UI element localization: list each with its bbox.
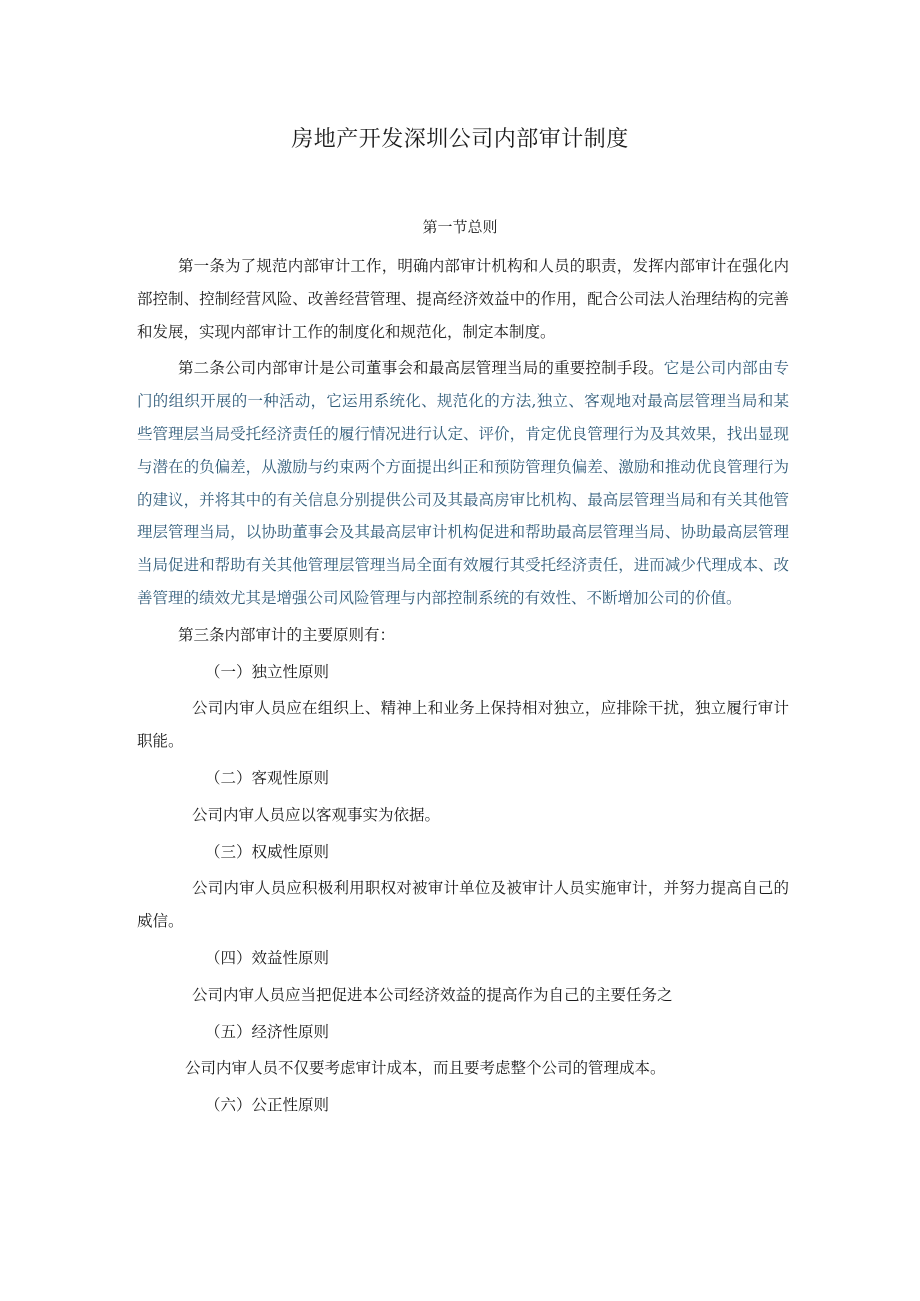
document-body xyxy=(137,250,789,1122)
principle-body: 公司内审人员不仅要考虑审计成本，而且要考虑整个公司的管理成本。 xyxy=(185,1059,666,1078)
article-2-highlighted-text: 它是公司内部由专门的组织开展的一种活动，它运用系统化、规范化的方法,独立、客观地对最高层管理当局和某些管理层当局受托经济责任的履行情况进行认定、评价，肯定优良管理行为及其效果，找出显现与潜在的负偏差，从激励与约束两个方面提出纠正和预防管理负偏差、激励和推动优良管理行为的建议，并将其中的有关信息分别提供公司及其最高房审比机构、最高层管理当局和有关其他管理层管理当局，以协助董事会及其最高层审计机构促进和帮助最高层管理当局、协助最高层管理当局促进和帮助有关其他管理层管理当局全面有效履行其受托经济责任，进而减少代理成本、改善管理的绩效尤其是增强公司风险管理与内部控制系统的有效性、不断增加公司的价值。 xyxy=(137,359,789,607)
principle-body: 公司内审人员应在组织上、精神上和业务上保持相对独立，应排除干扰，独立履行审计职能。 xyxy=(137,699,789,751)
article-2-lead: 第二条公司内部审计是公司董事会和最高层管理当局的重要控制手段。 xyxy=(178,359,664,378)
principle-heading: （三）权威性原则 xyxy=(205,842,330,861)
article-2 xyxy=(137,352,789,614)
principle-body: 公司内审人员应以客观事实为依据。 xyxy=(192,805,441,824)
principle-heading: （一）独立性原则 xyxy=(205,662,330,681)
principle-body: 公司内审人员应积极利用职权对被审计单位及被审计人员实施审计，并努力提高自己的威信。 xyxy=(137,879,789,931)
document-title: 房地产开发深圳公司内部审计制度 xyxy=(291,127,629,152)
principle-body: 公司内审人员应当把促进本公司经济效益的提高作为自己的主要任务之 xyxy=(192,985,673,1004)
principle-heading: （二）客观性原则 xyxy=(205,768,330,787)
section-heading: 第一节总则 xyxy=(422,218,498,236)
principle-heading: （六）公正性原则 xyxy=(205,1096,330,1115)
article-3: 第三条内部审计的主要原则有： xyxy=(178,625,396,644)
principle-heading: （四）效益性原则 xyxy=(205,948,330,967)
principle-heading: （五）经济性原则 xyxy=(205,1022,330,1041)
article-1: 第一条为了规范内部审计工作，明确内部审计机构和人员的职责，发挥内部审计在强化内部控制、控制经营风险、改善经营管理、提高经济效益中的作用，配合公司法人治理结构的完善和发展，实现内部审计工作的制度化和规范化，制定本制度。 xyxy=(137,257,789,341)
